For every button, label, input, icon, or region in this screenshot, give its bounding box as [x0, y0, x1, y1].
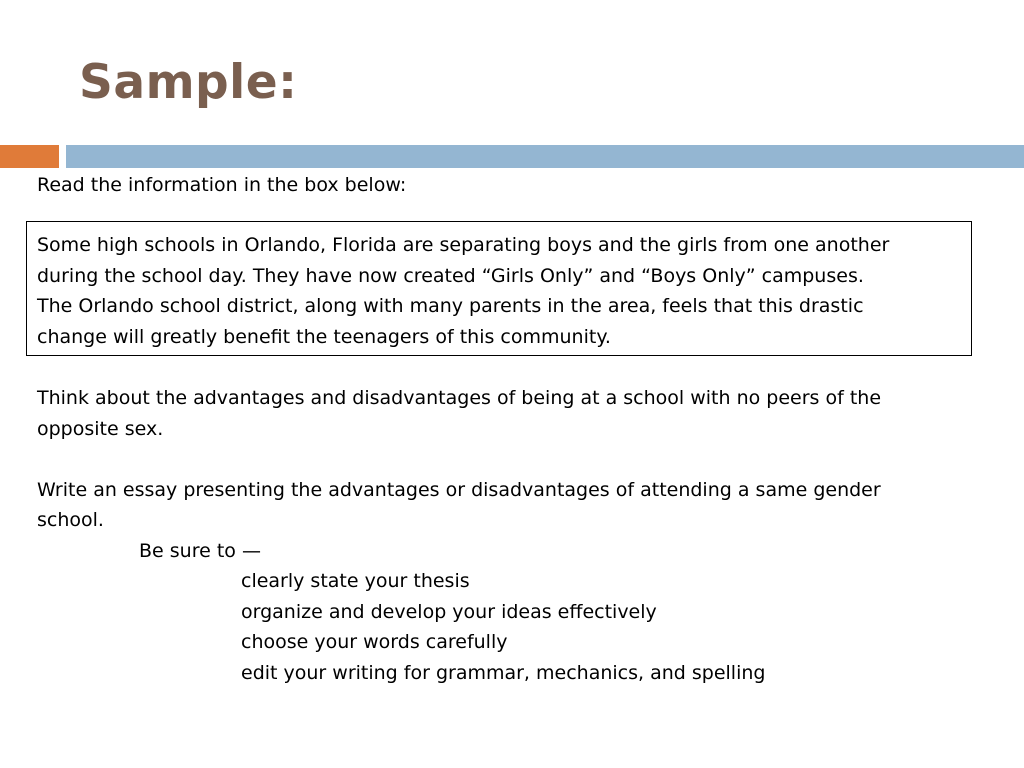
intro-text: Read the information in the box below:	[37, 174, 407, 196]
info-line: during the school day. They have now created “Girls Only” and “Boys Only” campuses.	[37, 264, 864, 287]
think-line: opposite sex.	[37, 417, 164, 440]
info-line: change will greatly benefit the teenagers of this community.	[37, 325, 611, 348]
write-line: Write an essay presenting the advantages or disadvantages of attending a same gender	[37, 478, 881, 501]
spacer	[37, 444, 881, 475]
accent-bar-orange	[0, 145, 59, 168]
accent-bar-blue	[66, 145, 1024, 168]
checklist-item: organize and develop your ideas effectively	[241, 600, 657, 623]
info-line: Some high schools in Orlando, Florida are separating boys and the girls from one another	[37, 234, 890, 256]
checklist-item: edit your writing for grammar, mechanics, and spelling	[241, 661, 766, 684]
think-line: Think about the advantages and disadvantages of being at a school with no peers of the	[37, 387, 882, 409]
write-line: school.	[37, 509, 104, 531]
prompt-block	[37, 383, 881, 688]
info-line: The Orlando school district, along with many parents in the area, feels that this drastic	[37, 295, 864, 317]
checklist-item: choose your words carefully	[241, 631, 508, 653]
be-sure-label: Be sure to —	[139, 539, 261, 562]
checklist-item: clearly state your thesis	[241, 570, 470, 592]
intro-block	[37, 170, 977, 201]
slide-title: Sample:	[79, 55, 298, 110]
info-box-text	[37, 230, 889, 352]
